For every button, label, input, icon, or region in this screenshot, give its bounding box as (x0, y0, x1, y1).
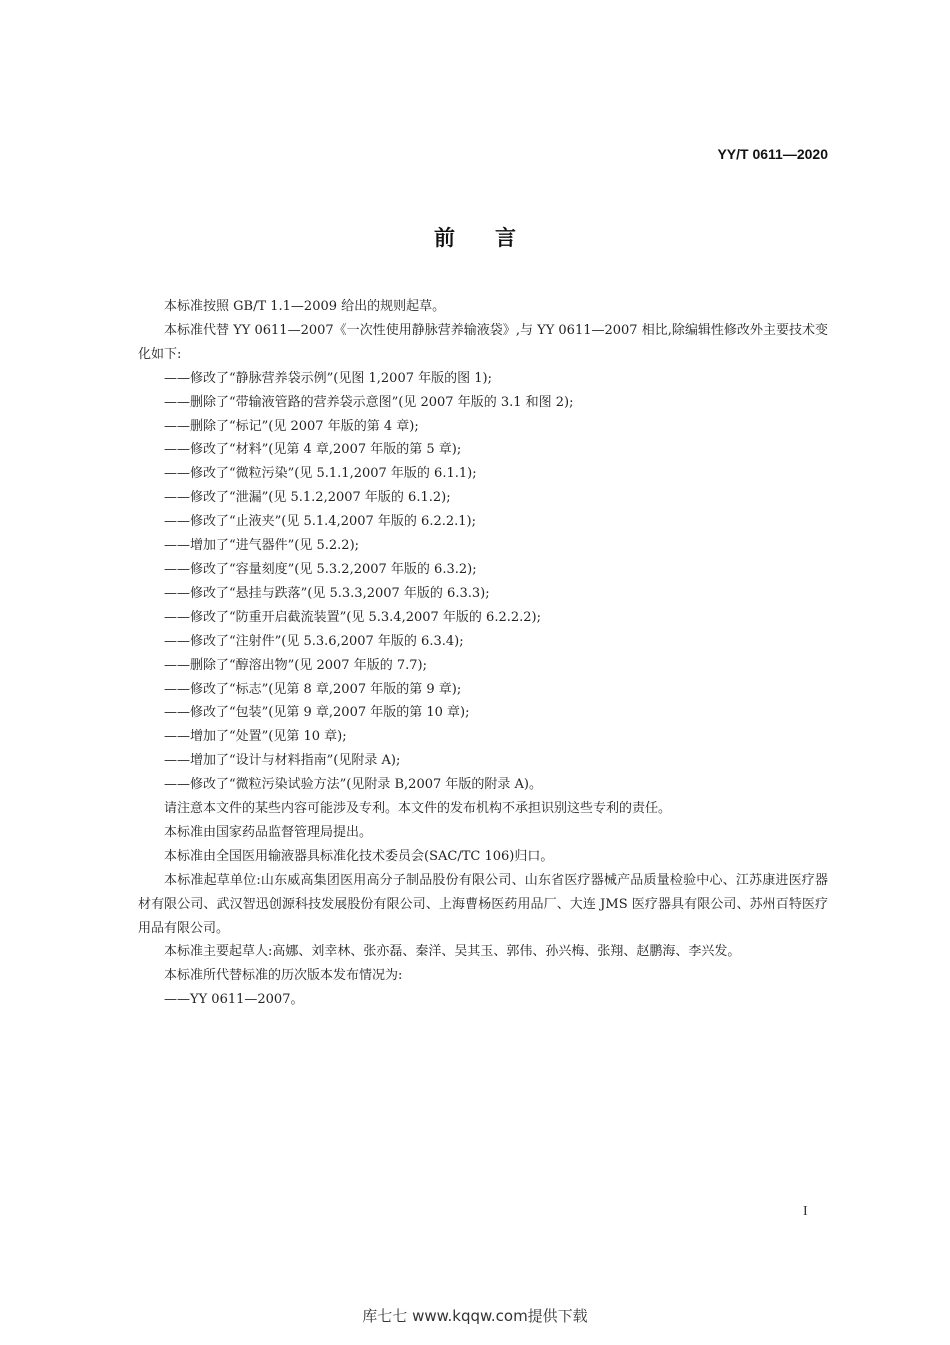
change-item: ——删除了“标记”(见 2007 年版的第 4 章); (164, 418, 419, 434)
change-item: ——修改了“材料”(见第 4 章,2007 年版的第 5 章); (164, 442, 462, 458)
change-item: ——修改了“注射件”(见 5.3.6,2007 年版的 6.3.4); (164, 633, 464, 649)
download-footer: 库七七 www.kqqw.com提供下载 (362, 1307, 588, 1325)
foreword-content (138, 295, 828, 1012)
patent-notice: 请注意本文件的某些内容可能涉及专利。本文件的发布机构不承担识别这些专利的责任。 (164, 801, 672, 817)
change-item: ——修改了“包装”(见第 9 章,2007 年版的第 10 章); (164, 705, 470, 721)
proposer-paragraph: 本标准由国家药品监督管理局提出。 (164, 824, 373, 840)
change-item: ——修改了“微粒污染”(见 5.1.1,2007 年版的 6.1.1); (164, 466, 477, 482)
paragraph: 本标准按照 GB/T 1.1—2009 给出的规则起草。 (164, 299, 446, 314)
change-item: ——删除了“醇溶出物”(见 2007 年版的 7.7); (164, 657, 427, 673)
document-code: YY/T 0611—2020 (717, 146, 828, 162)
paragraph: 本标准代替 YY 0611—2007《一次性使用静脉营养输液袋》,与 YY 0611—2007 相比,除编辑性修改外主要技术变化如下: (138, 322, 828, 362)
page-title: 前言 (434, 226, 556, 250)
change-item: ——增加了“设计与材料指南”(见附录 A); (164, 753, 401, 769)
history-intro: 本标准所代替标准的历次版本发布情况为: (164, 968, 403, 984)
committee-paragraph: 本标准由全国医用输液器具标准化技术委员会(SAC/TC 106)归口。 (164, 848, 554, 864)
history-item: ——YY 0611—2007。 (164, 992, 304, 1008)
change-item: ——修改了“泄漏”(见 5.1.2,2007 年版的 6.1.2); (164, 490, 451, 506)
change-item: ——修改了“容量刻度”(见 5.3.2,2007 年版的 6.3.2); (164, 561, 477, 577)
change-item: ——修改了“微粒污染试验方法”(见附录 B,2007 年版的附录 A)。 (164, 777, 542, 793)
change-item: ——修改了“标志”(见第 8 章,2007 年版的第 9 章); (164, 681, 462, 697)
drafting-units-paragraph: 本标准起草单位:山东威高集团医用高分子制品股份有限公司、山东省医疗器械产品质量检验中心、江苏康进医疗器材有限公司、武汉智迅创源科技发展股份有限公司、上海曹杨医药用品厂、大连 JMS 医疗器具有限公司、苏州百特医疗用品有限公司。 (138, 872, 828, 936)
drafters-paragraph: 本标准主要起草人:高娜、刘幸林、张亦磊、秦洋、吴其玉、郭伟、孙兴梅、张翔、赵鹏海、李兴发。 (164, 944, 741, 960)
change-item: ——修改了“防重开启截流装置”(见 5.3.4,2007 年版的 6.2.2.2); (164, 609, 541, 625)
change-item: ——增加了“处置”(见第 10 章); (164, 729, 347, 745)
change-item: ——修改了“止液夹”(见 5.1.4,2007 年版的 6.2.2.1); (164, 514, 476, 530)
change-item: ——增加了“进气器件”(见 5.2.2); (164, 538, 360, 554)
page-number: I (803, 1204, 808, 1219)
change-item: ——修改了“悬挂与跌落”(见 5.3.3,2007 年版的 6.3.3); (164, 585, 490, 601)
change-item: ——删除了“带输液管路的营养袋示意图”(见 2007 年版的 3.1 和图 2); (164, 394, 574, 410)
change-item: ——修改了“静脉营养袋示例”(见图 1,2007 年版的图 1); (164, 370, 492, 386)
